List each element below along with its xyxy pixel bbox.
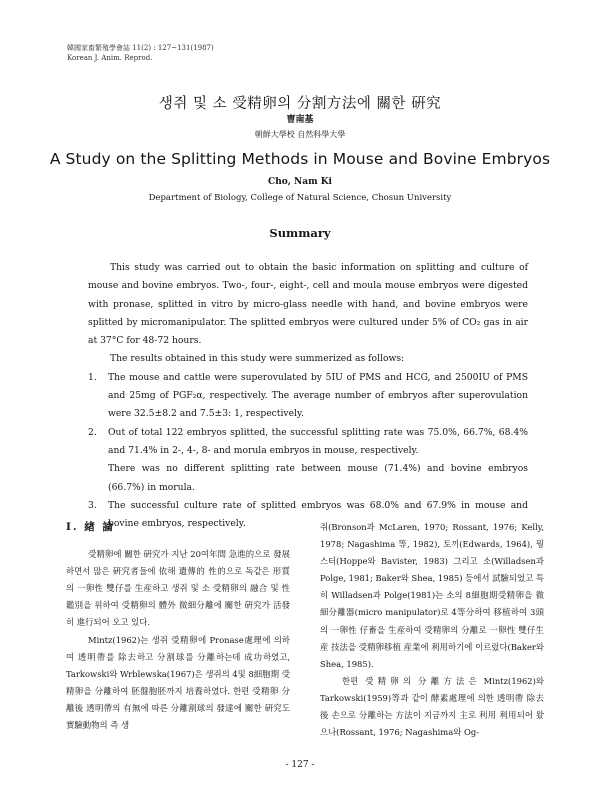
result-item-1 (88, 369, 528, 424)
result-text: The mouse and cattle were superovulated by 5IU of PMS and HCG, and 2500IU of PMS and 25mg of PGF₂α, respectively. The average number of embryos after superovulation were 32.5±8.2 and 7.5±3: 1, respectively. (108, 371, 528, 420)
result-number: 1. (88, 371, 97, 383)
result-text-continued: There was no different splitting rate between mouse (71.4%) and bovine embryos (66.7%) in morula. (108, 463, 528, 493)
result-number: 3. (88, 499, 97, 511)
section-title-introduction: I. 緖 論 (66, 521, 115, 533)
english-author: Cho, Nam Ki (268, 177, 332, 187)
summary-paragraph-1: This study was carried out to obtain the basic information on splitting and culture of mouse and bovine embryos. Two-, four-, eight-, cell and moula mouse embryos were digested with pronase, splitted in vitro by micro-glass needle with hand, and bovine embryos were splitted by micromanipulator. The splitted embryos were cultured under 5% of CO₂ gas in air at 37°C for 48-72 hours. (88, 262, 528, 347)
intro-paragraph-1: 受精卵에 關한 硏究가 지난 20여年間 急進的으로 發展하면서 많은 硏究者들에 依해 遺傳的 性的으로 독같은 形質의 一卵性 雙仔를 生産하고 생쥐 및 소 受精卵의 融合 및 性鑑別을 위하여 受精卵의 體外 微細分離에 關한 硏究가 活發히 進行되어 오고 있다. (66, 549, 290, 628)
result-number: 2. (88, 426, 97, 438)
result-item-2 (88, 424, 528, 497)
left-column (66, 519, 290, 734)
english-title: A Study on the Splitting Methods in Mouse and Bovine Embryos (49, 150, 551, 168)
intro-paragraph-2: Mintz(1962)는 생쥐 受精卵에 Pronase處理에 의하여 透明帶를 除去하고 分割球를 分離하는데 成功하였고, Tarkowski와 Wrblewska(1967)은 생쥐의 4및 8細胞期 受精卵을 分離하여 胚盤胞胚까지 培養하였다. 한편 受精卵 分離後 透明帶의 有無에 따른 分離割球의 發達에 關한 硏究도 實驗動物의 즉 생 (66, 634, 290, 731)
intro-paragraph-4: 한편 受精卵의 分離方法은 Mintz(1962)와 Tarkowski(1959)等과 같이 酵素處理에 의한 透明帶 除去後 손으로 分離하는 方法이 지금까지 主로 利用 利用되어 왔으나(Rossant, 1976; Nagashima와 Og- (320, 675, 544, 738)
right-column (320, 519, 544, 741)
journal-citation-english: Korean J. Anim. Reprod. (67, 54, 153, 62)
intro-paragraph-3: 쥐(Bronson과 McLaren, 1970; Rossant, 1976; Kelly, 1978; Nagashima 等, 1982), 토끼(Edwards, 1964), 뭥스터(Hoppe와 Bavister, 1983) 그리고 소(Willadsen과 Polge, 1981; Baker와 Shea, 1985) 등에서 試驗되었고 특히 Willadsen과 Polge(1981)는 소의 8細胞期受精卵을 微細分離器(micro manipulator)로 4等分하여 移植하여 3頭의 一卵性 仔畜을 生産하여 受精卵의 分離로 一卵性 雙仔生産 技法을 受精卵移植 産業에 利用하기에 이르렀다(Baker와 Shea, 1985). (320, 522, 544, 669)
summary-heading: Summary (269, 226, 331, 240)
result-text: The successful culture rate of splitted embryos was 68.0% and 67.9% in mouse and bovine embryos, respectively. (108, 499, 528, 530)
summary-paragraph-2: The results obtained in this study were summerized as follows: (110, 353, 405, 365)
english-affiliation: Department of Biology, College of Natural Science, Chosun University (148, 193, 452, 203)
result-text: Out of total 122 embryos splitted, the successful splitting rate was 75.0%, 66.7%, 68.4% and 71.4% in 2-, 4-, 8- and morula embryos in mouse, respectively. (108, 426, 528, 456)
journal-citation-korean: 韓國家畜繁殖學會誌 11(2) : 127~131(1987) (67, 44, 214, 52)
page-number: - 127 - (285, 760, 315, 770)
journal-citation (67, 43, 214, 63)
korean-title: 생쥐 및 소 受精卵의 分割方法에 關한 硏究 (158, 96, 442, 112)
summary-abstract (88, 259, 528, 533)
korean-author: 曺南基 (286, 115, 314, 125)
korean-affiliation: 朝鮮大學校 自然科學大學 (254, 130, 346, 139)
